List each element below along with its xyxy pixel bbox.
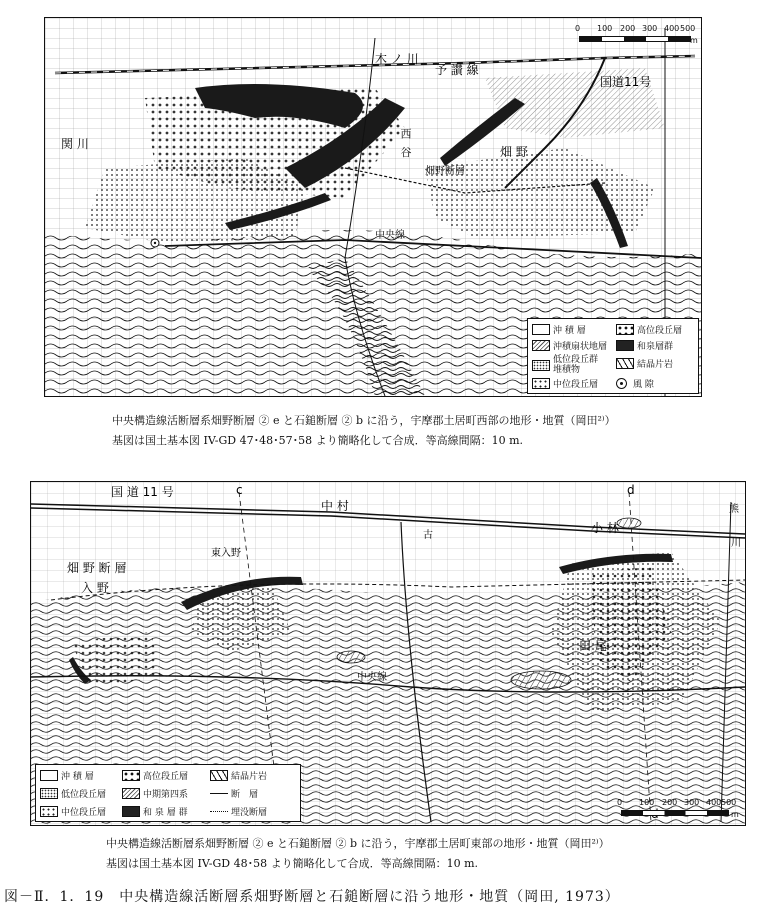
label-furu: 古 [423, 530, 433, 541]
caption-map2-line1: 中央構造線活断層系畑野断層 ② e と石鎚断層 ② b に沿う，宇摩郡土居町東部の地形・地質（岡田²⁾） [106, 837, 610, 850]
legend-swatch [122, 806, 140, 817]
label-higashiirino: 東入野 [211, 548, 241, 559]
scale-map2 [617, 798, 741, 822]
scale-unit: m [690, 36, 698, 45]
legend-label: 沖 積 層 [61, 772, 94, 782]
legend-swatch [532, 360, 550, 371]
caption-map2-line2: 基図は国土基本図 IV-GD 48･58 より簡略化して合成．等高線間隔：10 m. [106, 857, 479, 870]
legend-swatch [40, 770, 58, 781]
legend-label: 風 隙 [633, 380, 654, 390]
scale-tick: 300 [642, 24, 658, 33]
legend-map2 [35, 764, 301, 822]
legend-label: 結晶片岩 [231, 772, 268, 782]
label-nakamura: 中 村 [321, 499, 349, 513]
label-irino: 入 野 [81, 581, 109, 595]
legend-label: 断 層 [231, 790, 259, 800]
wind-gap-dot [154, 242, 156, 244]
scale-tick: 0 [617, 798, 623, 807]
legend-label: 低位段丘層 [61, 790, 107, 800]
scale-map1 [575, 24, 698, 46]
label-national-route-east: 国 道 11 号 [111, 485, 174, 499]
label-hatanoname: 畑 野 [500, 145, 528, 159]
legend-label: 高位段丘層 [143, 772, 189, 782]
legend-swatch [532, 340, 550, 351]
legend-swatch [122, 770, 140, 781]
scale-tick: 300 [684, 798, 700, 807]
scale-tick: 200 [662, 798, 678, 807]
middle-quaternary-patch-3 [617, 518, 641, 528]
scale-tick: 0 [575, 24, 581, 33]
legend-item [122, 787, 188, 800]
legend-item [532, 339, 607, 352]
scale-tick: 400 [664, 24, 680, 33]
label-nishidani: 西 谷 [399, 128, 412, 160]
label-section-c-top: c [236, 483, 243, 497]
legend-swatch [532, 378, 550, 389]
scale-tick: 100 [639, 798, 655, 807]
map-east [30, 481, 746, 826]
label-tao: 田 尾 [579, 639, 607, 653]
legend-label: 和泉層群 [637, 342, 674, 352]
legend-swatch [40, 788, 58, 799]
label-kawa: 川 [731, 538, 741, 549]
legend-swatch [616, 340, 634, 351]
legend-label: 沖 積 層 [553, 326, 586, 336]
legend-label: 高位段丘層 [637, 326, 683, 336]
legend-label: 中位段丘層 [553, 380, 599, 390]
label-kobayashi: 小 林 [591, 521, 619, 535]
legend-swatch [210, 770, 228, 781]
legend-item [616, 357, 673, 370]
label-chuo-line: 中央線 [375, 230, 405, 241]
scale-tick: 200 [620, 24, 636, 33]
label-kinokawa: 木 ノ 川 [375, 52, 419, 66]
middle-quaternary-patch-2 [337, 651, 365, 663]
legend-item [210, 805, 267, 818]
label-kuma: 熊 [729, 504, 739, 515]
legend-swatch [616, 358, 634, 369]
scale-tick: 100 [597, 24, 613, 33]
fault-line-icon [210, 793, 228, 794]
legend-label: 結晶片岩 [637, 360, 674, 370]
legend-label: 沖積扇状地層 [553, 342, 608, 352]
legend-map1 [527, 318, 699, 394]
wind-gap-icon [616, 378, 627, 389]
scale-unit: m [731, 810, 739, 819]
caption-map1-line1: 中央構造線活断層系畑野断層 ② e と石鎚断層 ② b に沿う，宇摩郡土居町西部の地形・地質（岡田²⁾） [112, 414, 616, 427]
map-west [44, 17, 702, 397]
legend-swatch [532, 324, 550, 335]
legend-item [532, 355, 598, 375]
legend-item [532, 377, 598, 390]
legend-swatch [616, 324, 634, 335]
scale-tick: 400 [706, 798, 722, 807]
legend-label: 中期第四系 [143, 790, 189, 800]
middle-quaternary-patch-1 [511, 671, 571, 689]
legend-label: 埋没断層 [231, 808, 268, 818]
legend-item [210, 787, 258, 800]
label-hatano-fault: 畑野断層 [425, 166, 465, 177]
legend-item [40, 805, 106, 818]
legend-item [122, 769, 188, 782]
buried-fault-icon [210, 811, 228, 812]
caption-map1-line2: 基図は国土基本図 IV-GD 47･48･57･58 より簡略化して合成．等高線間隔：10 m. [112, 434, 523, 447]
legend-item [40, 769, 94, 782]
label-chuo-line-east: 中央線 [357, 672, 387, 683]
legend-swatch [122, 788, 140, 799]
figure-title: 図－Ⅱ．1．19 中央構造線活断層系畑野断層と石鎚断層に沿う地形・地質（岡田, 1973） [4, 889, 620, 905]
legend-item [532, 323, 586, 336]
label-yosan-line: 予 讃 線 [435, 63, 479, 77]
legend-item [40, 787, 106, 800]
legend-label: 低位段丘群 堆積物 [553, 355, 599, 375]
legend-label: 中位段丘層 [61, 808, 107, 818]
legend-item [616, 323, 682, 336]
legend-item [122, 805, 188, 818]
scale-bar [579, 36, 691, 42]
legend-item [210, 769, 267, 782]
scale-bar [621, 810, 729, 816]
label-section-d-top: d [627, 483, 635, 497]
legend-label: 和 泉 層 群 [143, 808, 188, 818]
legend-swatch [40, 806, 58, 817]
scale-tick: 500 [680, 24, 696, 33]
label-national-route: 国道11号 [600, 75, 652, 89]
scale-tick: 500 [721, 798, 737, 807]
label-sekigawa: 関 川 [61, 137, 89, 151]
legend-item [616, 377, 654, 390]
legend-item [616, 339, 673, 352]
label-hatano-fault-east: 畑 野 断 層 [67, 561, 127, 575]
